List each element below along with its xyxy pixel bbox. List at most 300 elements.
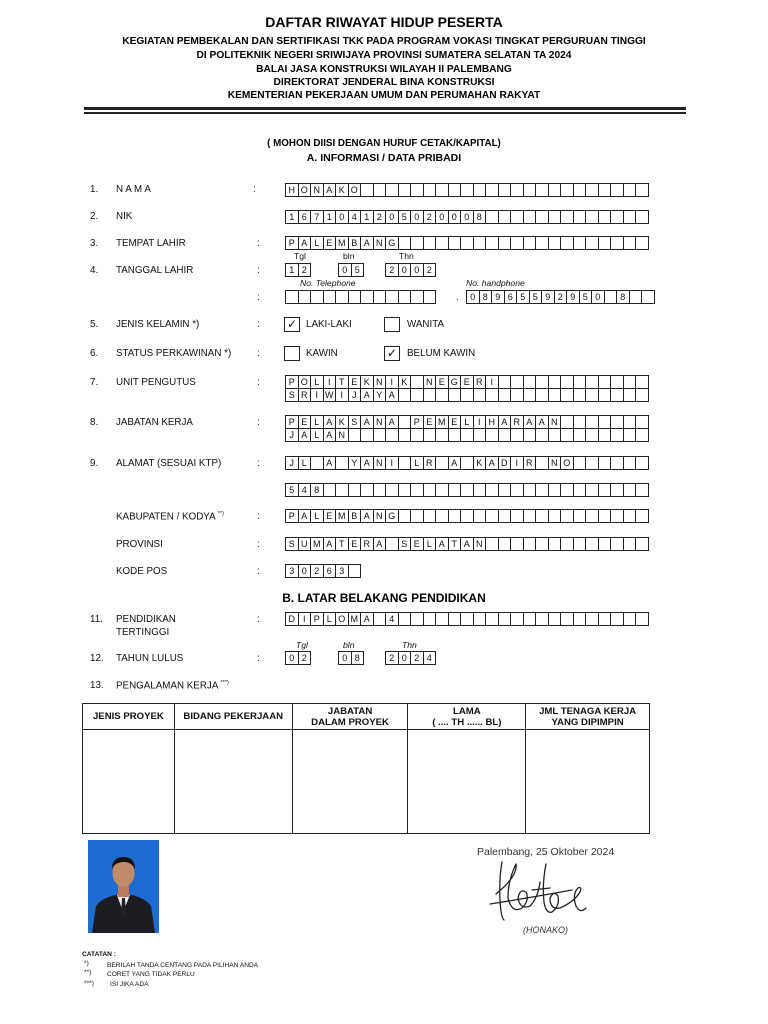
phone-dot: . — [456, 292, 459, 303]
option-belum-kawin: BELUM KAWIN — [407, 348, 476, 359]
char-box: 0 — [385, 210, 399, 224]
char-box — [498, 388, 512, 402]
char-box: 2 — [298, 651, 312, 665]
char-box — [598, 509, 612, 523]
char-box — [360, 483, 374, 497]
field-thn-lahir[interactable] — [385, 263, 435, 277]
char-box — [610, 537, 624, 551]
char-box — [435, 183, 449, 197]
label-thn: Thn — [399, 251, 414, 261]
label-pengalaman: PENGALAMAN KERJA ***) — [116, 680, 229, 692]
header-rule-thin — [84, 112, 686, 114]
col-jenis-proyek: JENIS PROYEK — [83, 704, 175, 730]
char-box — [398, 290, 412, 304]
char-box — [560, 388, 574, 402]
char-box: I — [310, 388, 324, 402]
char-box — [635, 388, 649, 402]
char-box — [485, 428, 499, 442]
char-box — [510, 537, 524, 551]
char-box — [635, 183, 649, 197]
char-box: E — [423, 415, 437, 429]
char-box — [348, 290, 362, 304]
table-cell[interactable] — [83, 730, 175, 834]
char-box: 0 — [448, 210, 462, 224]
char-box: P — [410, 415, 424, 429]
char-box — [485, 236, 499, 250]
colon: : — [257, 348, 260, 359]
note-text: CORET YANG TIDAK PERLU — [107, 971, 195, 978]
table-header-row — [83, 704, 650, 730]
char-box — [473, 183, 487, 197]
char-box: 1 — [285, 210, 299, 224]
char-box — [460, 183, 474, 197]
field-nama[interactable] — [285, 183, 648, 197]
char-box: N — [548, 456, 562, 470]
char-box: N — [373, 236, 387, 250]
label-kodepos: KODE POS — [116, 566, 168, 577]
char-box — [460, 388, 474, 402]
char-box — [635, 456, 649, 470]
char-box — [548, 375, 562, 389]
checkbox-laki-laki[interactable]: ✓ — [284, 317, 300, 332]
num-jenis-kelamin: 5. — [90, 319, 99, 330]
char-box: 2 — [423, 263, 437, 277]
checkbox-belum-kawin[interactable]: ✓ — [384, 346, 400, 361]
field-jabatan-line1[interactable] — [285, 415, 648, 429]
char-box — [498, 236, 512, 250]
field-unit-line1[interactable] — [285, 375, 648, 389]
char-box: 0 — [285, 651, 299, 665]
char-box — [360, 428, 374, 442]
checkbox-wanita[interactable] — [384, 317, 400, 332]
char-box: A — [373, 537, 387, 551]
char-box: A — [448, 456, 462, 470]
header-line-5: KEMENTERIAN PEKERJAAN UMUM DAN PERUMAHAN RAKYAT — [227, 90, 541, 101]
char-box — [548, 236, 562, 250]
colon: : — [257, 539, 260, 550]
char-box — [523, 210, 537, 224]
char-box — [573, 415, 587, 429]
char-box: R — [473, 375, 487, 389]
char-box: A — [298, 428, 312, 442]
num-tanggal-lahir: 4. — [90, 265, 99, 276]
num-pengalaman: 13. — [90, 680, 104, 691]
char-box — [498, 483, 512, 497]
colon: : — [257, 511, 260, 522]
char-box: K — [335, 183, 349, 197]
char-box — [635, 509, 649, 523]
char-box — [485, 210, 499, 224]
char-box — [348, 564, 362, 578]
char-box: L — [460, 415, 474, 429]
char-box: S — [348, 415, 362, 429]
char-box: R — [298, 388, 312, 402]
table-row — [83, 730, 650, 834]
note-mark: *) — [84, 960, 89, 967]
char-box: 8 — [351, 651, 365, 665]
char-box: S — [285, 388, 299, 402]
char-box: 0 — [398, 651, 412, 665]
char-box — [623, 375, 637, 389]
char-box — [385, 183, 399, 197]
char-box: E — [448, 415, 462, 429]
char-box: A — [360, 236, 374, 250]
num-tahun-lulus: 12. — [90, 653, 104, 664]
char-box — [573, 537, 587, 551]
char-box — [623, 183, 637, 197]
char-box: 2 — [385, 263, 399, 277]
label-telephone: No. Telephone — [300, 278, 356, 288]
char-box — [523, 375, 537, 389]
char-box: D — [498, 456, 512, 470]
char-box: P — [310, 612, 324, 626]
char-box — [598, 456, 612, 470]
char-box — [623, 210, 637, 224]
label-bln: bln — [343, 640, 355, 650]
char-box: 0 — [410, 263, 424, 277]
char-box — [623, 415, 637, 429]
char-box — [323, 483, 337, 497]
char-box: 5 — [351, 263, 365, 277]
char-box — [573, 183, 587, 197]
char-box — [535, 537, 549, 551]
char-box — [598, 236, 612, 250]
char-box — [635, 537, 649, 551]
colon: : — [257, 319, 260, 330]
num-nama: 1. — [90, 184, 99, 195]
char-box — [635, 428, 649, 442]
char-box — [610, 375, 624, 389]
char-box — [410, 509, 424, 523]
field-unit-line2[interactable] — [285, 388, 648, 402]
char-box — [423, 183, 437, 197]
char-box: L — [310, 375, 324, 389]
char-box — [585, 456, 599, 470]
char-box: Y — [348, 456, 362, 470]
char-box — [548, 388, 562, 402]
char-box — [398, 456, 412, 470]
char-box — [398, 612, 412, 626]
num-pendidikan: 11. — [90, 614, 103, 625]
char-box: 9 — [491, 290, 505, 304]
char-box: A — [298, 509, 312, 523]
char-box — [560, 236, 574, 250]
instruction: ( MOHON DIISI DENGAN HURUF CETAK/KAPITAL) — [267, 138, 501, 149]
char-box — [435, 428, 449, 442]
table-cell[interactable] — [526, 730, 650, 834]
col-lama: LAMA ( .... TH ...... BL) — [408, 704, 526, 730]
section-b-title: B. LATAR BELAKANG PENDIDIKAN — [282, 591, 486, 605]
char-box — [473, 236, 487, 250]
char-box — [510, 183, 524, 197]
char-box — [610, 415, 624, 429]
char-box: J — [285, 456, 299, 470]
char-box — [523, 612, 537, 626]
col-jml-tenaga: JML TENAGA KERJA YANG DIPIMPIN — [526, 704, 650, 730]
char-box — [448, 509, 462, 523]
colon: : — [257, 417, 260, 428]
char-box: N — [335, 428, 349, 442]
label-kabupaten: KABUPATEN / KODYA **) — [116, 511, 224, 523]
char-box — [560, 375, 574, 389]
char-box — [448, 428, 462, 442]
char-box — [635, 375, 649, 389]
char-box — [448, 183, 462, 197]
char-box: P — [285, 509, 299, 523]
char-box — [560, 428, 574, 442]
field-telephone[interactable] — [285, 290, 435, 304]
char-box: 7 — [310, 210, 324, 224]
char-box — [498, 537, 512, 551]
char-box: A — [360, 509, 374, 523]
char-box: 5 — [398, 210, 412, 224]
char-box — [435, 236, 449, 250]
field-alamat-line1[interactable] — [285, 456, 648, 470]
profile-photo — [88, 840, 159, 933]
char-box: I — [298, 612, 312, 626]
char-box — [573, 236, 587, 250]
char-box: Y — [373, 388, 387, 402]
char-box — [585, 183, 599, 197]
char-box — [435, 509, 449, 523]
label-status: STATUS PERKAWINAN *) — [116, 348, 232, 359]
char-box: E — [298, 415, 312, 429]
char-box — [410, 183, 424, 197]
char-box — [335, 483, 349, 497]
char-box: A — [385, 388, 399, 402]
char-box: K — [335, 415, 349, 429]
char-box — [535, 375, 549, 389]
field-tempat-lahir[interactable] — [285, 236, 648, 250]
table-cell[interactable] — [408, 730, 526, 834]
char-box — [360, 290, 374, 304]
field-pendidikan[interactable] — [285, 612, 648, 626]
table-cell[interactable] — [292, 730, 408, 834]
char-box — [548, 509, 562, 523]
char-box — [573, 210, 587, 224]
label-jenis-kelamin: JENIS KELAMIN *) — [116, 319, 200, 330]
char-box — [573, 483, 587, 497]
char-box: 4 — [298, 483, 312, 497]
num-jabatan: 8. — [90, 417, 99, 428]
char-box: L — [410, 456, 424, 470]
char-box: 8 — [473, 210, 487, 224]
field-alamat-line2[interactable] — [285, 483, 648, 497]
char-box — [598, 537, 612, 551]
label-pendidikan: PENDIDIKAN — [116, 614, 176, 625]
char-box — [473, 612, 487, 626]
char-box — [585, 612, 599, 626]
char-box — [398, 428, 412, 442]
char-box: R — [360, 537, 374, 551]
field-handphone[interactable] — [466, 290, 654, 304]
char-box: 0 — [398, 263, 412, 277]
char-box — [560, 509, 574, 523]
char-box — [510, 483, 524, 497]
char-box — [598, 375, 612, 389]
label-tertinggi: TERTINGGI — [116, 627, 170, 638]
char-box: 4 — [385, 612, 399, 626]
label-nama: N A M A — [116, 184, 151, 195]
char-box: K — [360, 375, 374, 389]
char-box: N — [548, 415, 562, 429]
char-box: 4 — [348, 210, 362, 224]
char-box: L — [310, 236, 324, 250]
char-box — [585, 537, 599, 551]
char-box — [598, 210, 612, 224]
char-box — [435, 483, 449, 497]
char-box: N — [310, 183, 324, 197]
char-box: 0 — [466, 290, 480, 304]
field-jabatan-line2[interactable] — [285, 428, 648, 442]
char-box: T — [448, 537, 462, 551]
char-box: A — [323, 456, 337, 470]
char-box — [560, 415, 574, 429]
char-box — [410, 428, 424, 442]
char-box — [423, 483, 437, 497]
char-box: 0 — [591, 290, 605, 304]
signature-name: (HONAKO) — [523, 925, 568, 935]
section-a-title: A. INFORMASI / DATA PRIBADI — [306, 152, 462, 164]
doc-title: DAFTAR RIWAYAT HIDUP PESERTA — [265, 14, 503, 30]
char-box — [498, 210, 512, 224]
field-nik[interactable] — [285, 210, 648, 224]
char-box — [473, 388, 487, 402]
header-line-1: KEGIATAN PEMBEKALAN DAN SERTIFIKASI TKK PADA PROGRAM VOKASI TINGKAT PERGURUAN TINGGI — [122, 36, 646, 47]
char-box: O — [335, 612, 349, 626]
char-box — [498, 612, 512, 626]
char-box: U — [298, 537, 312, 551]
option-kawin: KAWIN — [306, 348, 338, 359]
col-bidang-pekerjaan: BIDANG PEKERJAAN — [174, 704, 292, 730]
char-box: 4 — [423, 651, 437, 665]
char-box: R — [510, 415, 524, 429]
char-box — [398, 183, 412, 197]
char-box — [610, 483, 624, 497]
char-box: 0 — [338, 651, 352, 665]
char-box: D — [285, 612, 299, 626]
char-box — [485, 509, 499, 523]
char-box: 6 — [298, 210, 312, 224]
char-box — [523, 509, 537, 523]
char-box: L — [310, 415, 324, 429]
char-box — [460, 428, 474, 442]
field-tgl-lulus[interactable] — [285, 651, 310, 665]
num-alamat: 9. — [90, 458, 99, 469]
char-box — [635, 612, 649, 626]
char-box: O — [348, 183, 362, 197]
char-box — [398, 483, 412, 497]
char-box — [598, 388, 612, 402]
checkbox-kawin[interactable] — [284, 346, 300, 361]
char-box — [585, 483, 599, 497]
char-box: S — [398, 537, 412, 551]
char-box — [560, 483, 574, 497]
char-box: 6 — [323, 564, 337, 578]
field-kabupaten[interactable] — [285, 509, 648, 523]
table-cell[interactable] — [174, 730, 292, 834]
label-tempat-lahir: TEMPAT LAHIR — [116, 238, 186, 249]
char-box: 9 — [541, 290, 555, 304]
char-box — [535, 210, 549, 224]
char-box: G — [448, 375, 462, 389]
option-wanita: WANITA — [407, 319, 445, 330]
char-box — [573, 375, 587, 389]
char-box — [423, 612, 437, 626]
char-box — [610, 612, 624, 626]
field-tgl-lahir[interactable] — [285, 263, 310, 277]
char-box — [485, 388, 499, 402]
char-box — [510, 509, 524, 523]
char-box — [423, 236, 437, 250]
char-box: G — [385, 509, 399, 523]
field-thn-lulus[interactable] — [385, 651, 435, 665]
char-box: R — [423, 456, 437, 470]
char-box — [523, 428, 537, 442]
char-box: M — [335, 236, 349, 250]
num-tempat-lahir: 3. — [90, 238, 99, 249]
char-box: A — [323, 183, 337, 197]
field-bln-lahir[interactable] — [338, 263, 363, 277]
char-box — [598, 183, 612, 197]
char-box: 2 — [310, 564, 324, 578]
char-box — [635, 236, 649, 250]
char-box — [398, 509, 412, 523]
char-box — [460, 456, 474, 470]
label-nik: NIK — [116, 211, 133, 222]
char-box — [585, 375, 599, 389]
char-box: I — [385, 456, 399, 470]
char-box — [535, 612, 549, 626]
char-box — [448, 236, 462, 250]
char-box — [510, 428, 524, 442]
char-box — [610, 236, 624, 250]
char-box — [373, 483, 387, 497]
field-provinsi[interactable] — [285, 537, 648, 551]
char-box: H — [285, 183, 299, 197]
char-box — [448, 388, 462, 402]
char-box — [560, 612, 574, 626]
signature-place-date: Palembang, 25 Oktober 2024 — [477, 846, 615, 858]
char-box — [623, 456, 637, 470]
char-box — [573, 388, 587, 402]
char-box: P — [285, 415, 299, 429]
char-box: A — [360, 456, 374, 470]
char-box — [285, 290, 299, 304]
char-box — [585, 236, 599, 250]
experience-table — [82, 703, 650, 834]
label-provinsi: PROVINSI — [116, 539, 163, 550]
char-box: B — [348, 509, 362, 523]
char-box: L — [310, 428, 324, 442]
char-box: 9 — [566, 290, 580, 304]
char-box — [510, 375, 524, 389]
field-bln-lulus[interactable] — [338, 651, 363, 665]
char-box — [373, 428, 387, 442]
char-box — [523, 183, 537, 197]
colon: : — [257, 566, 260, 577]
char-box: P — [285, 375, 299, 389]
char-box — [410, 290, 424, 304]
char-box: W — [323, 388, 337, 402]
char-box — [535, 183, 549, 197]
field-kodepos[interactable] — [285, 564, 360, 578]
char-box: 2 — [554, 290, 568, 304]
char-box: L — [310, 509, 324, 523]
header-line-4: DIREKTORAT JENDERAL BINA KONSTRUKSI — [273, 77, 495, 88]
char-box: E — [323, 236, 337, 250]
char-box: 6 — [504, 290, 518, 304]
